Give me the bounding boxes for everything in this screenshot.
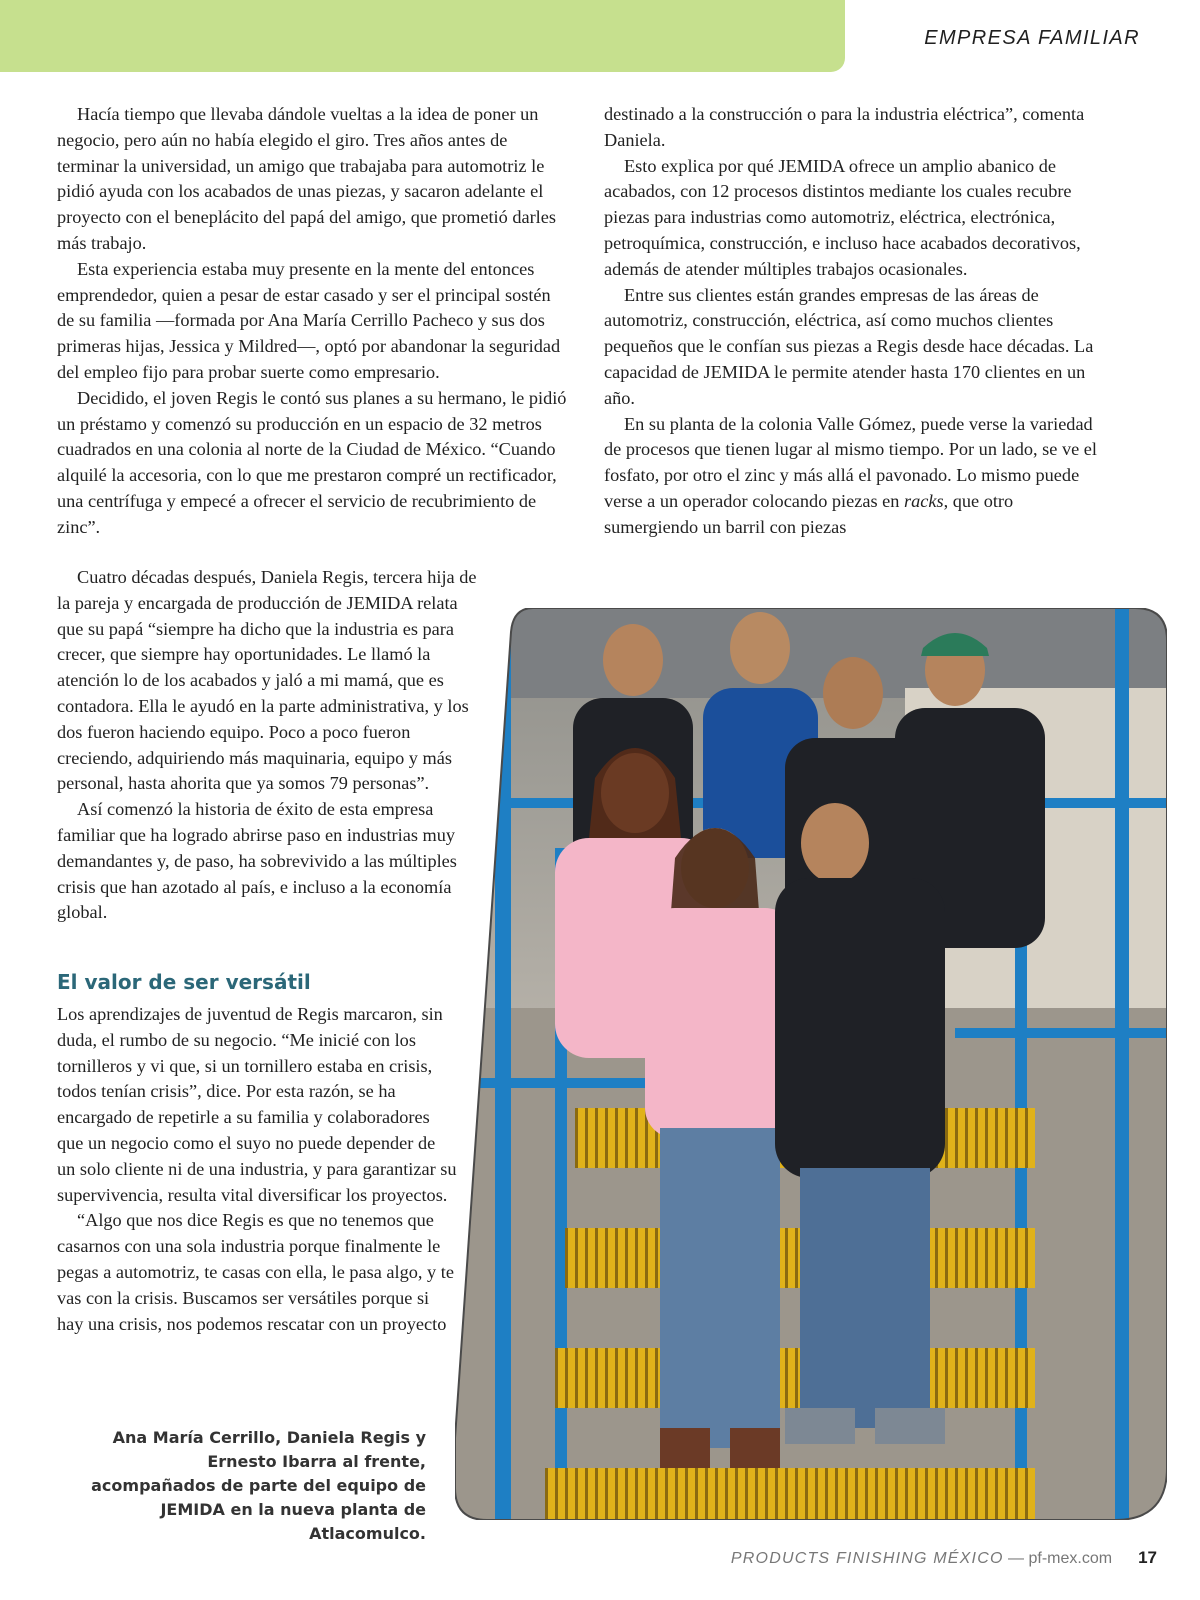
footer-separator: — <box>1003 1550 1029 1567</box>
paragraph: Los aprendizajes de juventud de Regis marcaron, sin duda, el rumbo de su negocio. “Me inicié con los tornilleros y vi que, si un tornillero estaba en crisis, todos tenían crisis”, dice. Por esta razón, se ha encargado de repetirle a su familia y colaboradores que un negocio como el suyo no puede depender de un solo cliente ni de una industria, y para garantizar su supervivencia, resulta vital diversificar los proyectos. <box>57 1004 457 1205</box>
paragraph: “Algo que nos dice Regis es que no tenemos que casarnos con una sola industria porque finalmente le pegas a automotriz, te casas con ella, le pasa algo, y te vas con la crisis. Buscamos ser versátiles porque si hay una crisis, nos podemos rescatar con un proyecto <box>57 1210 454 1334</box>
paragraph: destinado a la construcción o para la industria eléctrica”, comenta Daniela. <box>604 104 1085 150</box>
photo-caption: Ana María Cerrillo, Daniela Regis y Ernesto Ibarra al frente, acompañados de parte del equipo de JEMIDA en la nueva planta de Atlacomulco. <box>91 1428 426 1543</box>
paragraph: Hacía tiempo que llevaba dándole vueltas a la idea de poner un negocio, pero aún no había elegido el giro. Tres años antes de terminar la universidad, un amigo que trabajaba para automotriz le pidió ayuda con los acabados de unas piezas, y sacaron adelante el proyecto con el beneplácito del papá del amigo, que prometió darles más trabajo. <box>57 104 556 253</box>
article-column-left-mid <box>57 565 480 926</box>
paragraph: Entre sus clientes están grandes empresas de las áreas de automotriz, construcción, eléctrica, así como muchos clientes pequeños que le confían sus piezas a Regis desde hace décadas. La capacidad de JEMIDA le permite atender hasta 170 clientes en un año. <box>604 284 1094 408</box>
page-footer <box>731 1548 1157 1568</box>
page-number: 17 <box>1138 1548 1157 1567</box>
section-label: EMPRESA FAMILIAR <box>924 27 1140 49</box>
section-subheading: El valor de ser versátil <box>57 970 311 994</box>
team-photo-illustration <box>455 608 1167 1520</box>
paragraph-text: En su planta de la colonia Valle Gómez, puede verse la variedad de procesos que tienen lugar al mismo tiempo. Por un lado, se ve el fosfato, por otro el zinc y más allá el pavonado. Lo mismo puede verse a un operador colocando piezas en <box>604 413 1097 511</box>
paragraph <box>604 412 1109 541</box>
article-column-left-top <box>57 102 567 541</box>
magazine-name: PRODUCTS FINISHING MÉXICO <box>730 1550 1004 1567</box>
paragraph: Así comenzó la historia de éxito de esta empresa familiar que ha logrado abrirse paso en industrias muy demandantes y, de paso, ha sobrevivido a las múltiples crisis que han azotado al país, e incluso a la economía global. <box>57 799 457 923</box>
article-column-right <box>604 102 1109 541</box>
header-tab <box>0 0 845 72</box>
paragraph: Esta experiencia estaba muy presente en la mente del entonces emprendedor, quien a pesar de estar casado y ser el principal sostén de su familia —formada por Ana María Cerrillo Pacheco y sus dos primeras hijas, Jessica y Mildred—, optó por abandonar la seguridad del empleo fijo para probar suerte como empresario. <box>57 258 561 382</box>
paragraph: Cuatro décadas después, Daniela Regis, tercera hija de la pareja y encargada de producción de JEMIDA relata que su papá “siempre ha dicho que la industria es para crecer, que siempre hay oportunidades. Le llamó la atención lo de los acabados y jaló a mi mamá, que es contadora. Ella le ayudó en la parte administrativa, y los dos fueron haciendo equipo. Poco a poco fueron creciendo, adquiriendo más maquinaria, equipo y más personal, hasta ahorita que ya somos 79 personas”. <box>57 567 477 794</box>
paragraph: Decidido, el joven Regis le contó sus planes a su hermano, le pidió un préstamo y comenzó su producción en un espacio de 32 metros cuadrados en una colonia al norte de la Ciudad de México. “Cuando alquilé la accesoria, con lo que me prestaron compré un rectificador, una centrífuga y empecé a ofrecer el servicio de recubrimiento de zinc”. <box>57 387 567 537</box>
article-column-left-bottom <box>57 1002 457 1337</box>
site-url: pf-mex.com <box>1028 1550 1113 1567</box>
team-photo <box>455 608 1167 1520</box>
paragraph-text: , que otro sumergiendo un barril con piezas <box>604 490 1014 537</box>
italic-term: racks <box>903 490 944 511</box>
paragraph: Esto explica por qué JEMIDA ofrece un amplio abanico de acabados, con 12 procesos distintos mediante los cuales recubre piezas para industrias como automotriz, eléctrica, electrónica, petroquímica, construcción, e incluso hace acabados decorativos, además de atender múltiples trabajos ocasionales. <box>604 155 1081 279</box>
